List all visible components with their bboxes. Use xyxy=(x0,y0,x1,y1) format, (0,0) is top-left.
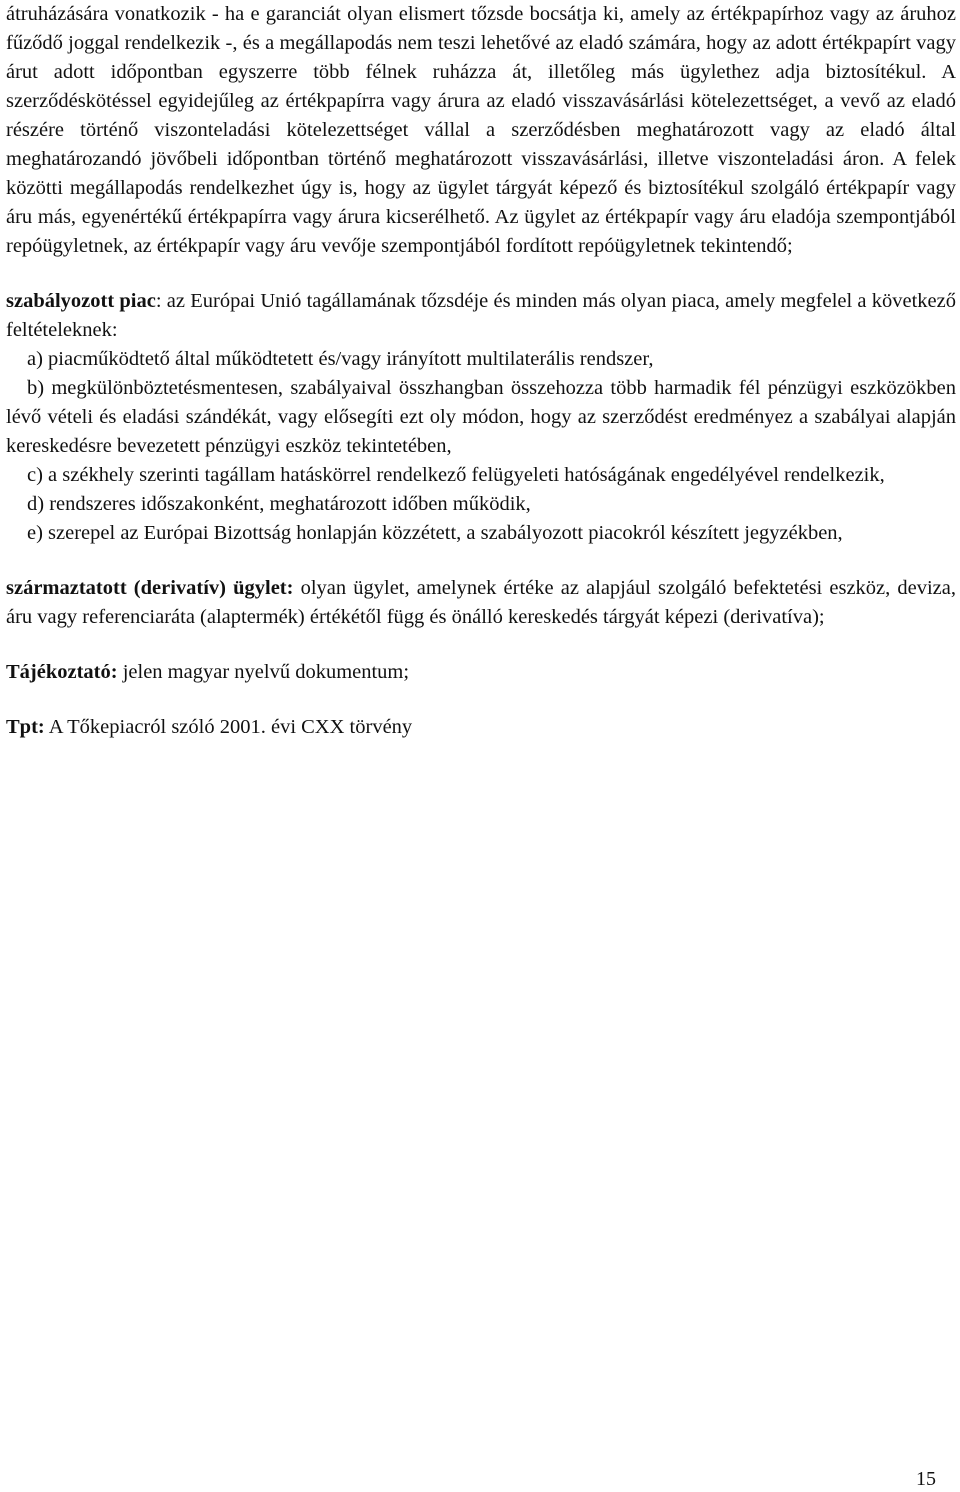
condition-item-d: d) rendszeres időszakonként, meghatározott időben működik, xyxy=(27,493,531,515)
info-text: jelen magyar nyelvű dokumentum; xyxy=(117,661,410,683)
derivative-text: olyan ügylet, amelynek értéke az alapjául szolgáló befektetési eszköz, deviza, áru vagy referenciaráta (alaptermék) értékétől függ és önálló kereskedés tárgyát képezi (derivatíva); xyxy=(6,577,956,628)
info-definition xyxy=(6,658,956,687)
regulated-market-term: szabályozott piac xyxy=(6,290,156,312)
tpt-text: A Tőkepiacról szóló 2001. évi CXX törvény xyxy=(44,716,413,738)
condition-item-a: a) piacműködtető által működtetett és/vagy irányított multilaterális rendszer, xyxy=(27,348,654,370)
info-term: Tájékoztató: xyxy=(6,661,118,683)
regulated-market-text: : az Európai Unió tagállamának tőzsdéje és minden más olyan piaca, amely megfelel a következő feltételeknek: xyxy=(6,290,956,341)
regulated-market-definition xyxy=(6,287,956,345)
repo-paragraph: átruházására vonatkozik - ha e garanciát olyan elismert tőzsde bocsátja ki, amely az értékpapírhoz vagy az áruhoz fűződő joggal rendelkezik -, és a megállapodás nem teszi lehetővé az eladó számára, hogy az adott értékpapírt vagy árut adott időpontban egyszerre több félnek ruházza át, illetőleg más ügylethez adja biztosítékul. A szerződéskötéssel egyidejűleg az értékpapírra vagy árura az eladó visszavásárlási kötelezettséget, a vevő az eladó részére történő viszonteladási kötelezettséget vállal a szerződésben meghatározott vagy az eladó által meghatározandó jövőbeli időpontban történő meghatározott visszavásárlási, illetve viszonteladási áron. A felek közötti megállapodás rendelkezhet úgy is, hogy az ügylet tárgyát képező és biztosítékul szolgáló értékpapír vagy áru más, egyenértékű értékpapírra vagy árura kicserélhető. Az ügylet az értékpapír vagy áru eladója szempontjából repóügyletnek, az értékpapír vagy áru vevője szempontjából fordított repóügyletnek tekintendő; xyxy=(6,3,956,257)
tpt-term: Tpt: xyxy=(6,716,45,738)
document-page xyxy=(6,0,956,742)
derivative-term: származtatott (derivatív) ügylet: xyxy=(6,577,294,599)
condition-item-b: b) megkülönböztetésmentesen, szabályaival összhangban összehozza több harmadik fél pénzügyi eszközökben lévő vételi és eladási szándékát, vagy elősegíti ezt oly módon, hogy az szerződést eredményez a szabályai alapján kereskedésre bevezetett pénzügyi eszköz tekintetében, xyxy=(6,377,956,457)
condition-item-c: c) a székhely szerinti tagállam hatáskörrel rendelkező felügyeleti hatóságának engedélyével rendelkezik, xyxy=(27,464,885,486)
paragraph-gap xyxy=(6,687,956,713)
condition-item-e: e) szerepel az Európai Bizottság honlapján közzétett, a szabályozott piacokról készített jegyzékben, xyxy=(27,522,843,544)
page-number: 15 xyxy=(916,1468,936,1490)
derivative-definition xyxy=(6,574,956,632)
paragraph-gap xyxy=(6,632,956,658)
paragraph-gap xyxy=(6,548,956,574)
tpt-definition xyxy=(6,713,956,742)
paragraph-gap xyxy=(6,261,956,287)
